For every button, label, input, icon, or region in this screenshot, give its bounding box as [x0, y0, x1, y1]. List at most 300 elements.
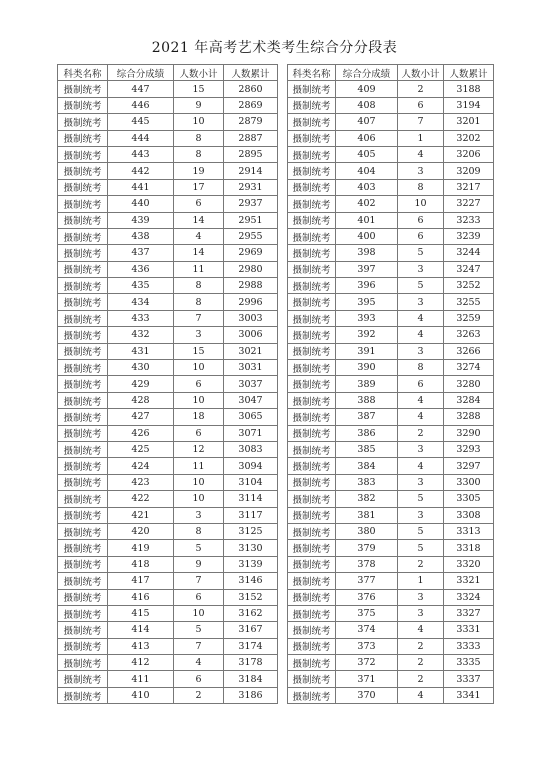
cell-count: 2: [398, 655, 444, 671]
table-row: [58, 474, 278, 490]
cell-score: 400: [336, 228, 398, 244]
table-row: [58, 196, 278, 212]
cell-subject: 摄制统考: [288, 97, 336, 113]
table-row: [58, 441, 278, 457]
cell-cumulative: 3331: [444, 622, 494, 638]
cell-subject: 摄制统考: [288, 638, 336, 654]
cell-score: 444: [108, 130, 174, 146]
cell-count: 4: [398, 146, 444, 162]
cell-subject: 摄制统考: [58, 589, 108, 605]
cell-count: 5: [398, 540, 444, 556]
cell-subject: 摄制统考: [58, 212, 108, 228]
cell-count: 10: [174, 392, 224, 408]
cell-subject: 摄制统考: [58, 360, 108, 376]
cell-subject: 摄制统考: [288, 671, 336, 687]
table-row: [288, 261, 494, 277]
cell-count: 6: [398, 228, 444, 244]
header-subject: 科类名称: [288, 65, 336, 81]
cell-score: 415: [108, 605, 174, 621]
cell-subject: 摄制统考: [58, 491, 108, 507]
cell-count: 3: [398, 294, 444, 310]
table-row: [288, 179, 494, 195]
cell-count: 10: [174, 474, 224, 490]
cell-score: 409: [336, 81, 398, 97]
table-row: [58, 114, 278, 130]
cell-cumulative: 3313: [444, 523, 494, 539]
cell-subject: 摄制统考: [58, 655, 108, 671]
cell-subject: 摄制统考: [288, 392, 336, 408]
cell-count: 2: [398, 556, 444, 572]
cell-subject: 摄制统考: [288, 622, 336, 638]
cell-score: 382: [336, 491, 398, 507]
table-row: [288, 392, 494, 408]
cell-cumulative: 2937: [224, 196, 278, 212]
table-row: [58, 622, 278, 638]
cell-cumulative: 3305: [444, 491, 494, 507]
cell-count: 8: [174, 130, 224, 146]
cell-cumulative: 3244: [444, 245, 494, 261]
cell-cumulative: 2996: [224, 294, 278, 310]
cell-score: 373: [336, 638, 398, 654]
cell-cumulative: 3321: [444, 573, 494, 589]
cell-count: 3: [398, 605, 444, 621]
cell-subject: 摄制统考: [288, 163, 336, 179]
cell-subject: 摄制统考: [58, 327, 108, 343]
cell-subject: 摄制统考: [58, 409, 108, 425]
cell-count: 6: [174, 196, 224, 212]
cell-cumulative: 3217: [444, 179, 494, 195]
table-row: [58, 540, 278, 556]
cell-score: 398: [336, 245, 398, 261]
cell-subject: 摄制统考: [288, 146, 336, 162]
cell-cumulative: 3227: [444, 196, 494, 212]
cell-subject: 摄制统考: [288, 360, 336, 376]
cell-subject: 摄制统考: [58, 97, 108, 113]
cell-count: 3: [174, 327, 224, 343]
cell-subject: 摄制统考: [58, 474, 108, 490]
cell-count: 4: [398, 458, 444, 474]
cell-count: 3: [398, 474, 444, 490]
table-row: [58, 376, 278, 392]
cell-count: 14: [174, 245, 224, 261]
cell-score: 402: [336, 196, 398, 212]
table-row: [58, 556, 278, 572]
table-row: [288, 458, 494, 474]
cell-cumulative: 3288: [444, 409, 494, 425]
cell-score: 387: [336, 409, 398, 425]
header-score: 综合分成绩: [336, 65, 398, 81]
table-row: [288, 655, 494, 671]
cell-count: 8: [398, 360, 444, 376]
cell-cumulative: 2951: [224, 212, 278, 228]
table-row: [58, 179, 278, 195]
cell-cumulative: 3327: [444, 605, 494, 621]
cell-subject: 摄制统考: [288, 196, 336, 212]
table-row: [58, 671, 278, 687]
cell-score: 390: [336, 360, 398, 376]
cell-subject: 摄制统考: [58, 228, 108, 244]
cell-score: 406: [336, 130, 398, 146]
header-count: 人数小计: [398, 65, 444, 81]
table-row: [288, 589, 494, 605]
cell-cumulative: 3308: [444, 507, 494, 523]
cell-count: 8: [174, 294, 224, 310]
cell-count: 2: [398, 638, 444, 654]
cell-score: 446: [108, 97, 174, 113]
cell-count: 7: [398, 114, 444, 130]
cell-subject: 摄制统考: [58, 310, 108, 326]
cell-count: 10: [174, 491, 224, 507]
cell-score: 414: [108, 622, 174, 638]
cell-score: 410: [108, 687, 174, 703]
table-row: [288, 360, 494, 376]
cell-cumulative: 3117: [224, 507, 278, 523]
cell-score: 412: [108, 655, 174, 671]
table-header-row: [288, 65, 494, 81]
table-row: [288, 81, 494, 97]
cell-subject: 摄制统考: [58, 605, 108, 621]
cell-subject: 摄制统考: [58, 196, 108, 212]
cell-count: 6: [174, 425, 224, 441]
cell-subject: 摄制统考: [58, 179, 108, 195]
cell-cumulative: 3167: [224, 622, 278, 638]
cell-subject: 摄制统考: [288, 441, 336, 457]
table-row: [58, 130, 278, 146]
cell-count: 3: [174, 507, 224, 523]
cell-score: 419: [108, 540, 174, 556]
table-header-row: [58, 65, 278, 81]
cell-score: 377: [336, 573, 398, 589]
cell-subject: 摄制统考: [58, 376, 108, 392]
cell-subject: 摄制统考: [288, 523, 336, 539]
header-score: 综合分成绩: [108, 65, 174, 81]
cell-cumulative: 3333: [444, 638, 494, 654]
cell-count: 8: [174, 278, 224, 294]
cell-subject: 摄制统考: [288, 245, 336, 261]
cell-cumulative: 3006: [224, 327, 278, 343]
table-row: [58, 212, 278, 228]
cell-count: 5: [174, 622, 224, 638]
table-row: [58, 638, 278, 654]
cell-score: 423: [108, 474, 174, 490]
cell-subject: 摄制统考: [288, 474, 336, 490]
cell-subject: 摄制统考: [58, 507, 108, 523]
cell-subject: 摄制统考: [58, 294, 108, 310]
cell-score: 432: [108, 327, 174, 343]
table-row: [58, 409, 278, 425]
cell-subject: 摄制统考: [288, 310, 336, 326]
table-row: [288, 228, 494, 244]
cell-count: 11: [174, 458, 224, 474]
cell-cumulative: 3274: [444, 360, 494, 376]
cell-score: 440: [108, 196, 174, 212]
cell-cumulative: 3130: [224, 540, 278, 556]
cell-count: 9: [174, 556, 224, 572]
table-row: [288, 556, 494, 572]
cell-subject: 摄制统考: [288, 687, 336, 703]
cell-count: 10: [174, 360, 224, 376]
table-row: [58, 655, 278, 671]
cell-cumulative: 3047: [224, 392, 278, 408]
cell-score: 408: [336, 97, 398, 113]
table-row: [58, 327, 278, 343]
table-row: [58, 392, 278, 408]
cell-count: 9: [174, 97, 224, 113]
cell-count: 8: [174, 146, 224, 162]
cell-score: 416: [108, 589, 174, 605]
cell-subject: 摄制统考: [58, 573, 108, 589]
cell-count: 6: [174, 589, 224, 605]
cell-cumulative: 3252: [444, 278, 494, 294]
cell-score: 422: [108, 491, 174, 507]
cell-cumulative: 3320: [444, 556, 494, 572]
table-row: [288, 376, 494, 392]
table-row: [288, 146, 494, 162]
cell-subject: 摄制统考: [58, 687, 108, 703]
cell-subject: 摄制统考: [58, 261, 108, 277]
cell-subject: 摄制统考: [288, 179, 336, 195]
cell-cumulative: 3290: [444, 425, 494, 441]
cell-score: 411: [108, 671, 174, 687]
cell-subject: 摄制统考: [58, 671, 108, 687]
cell-count: 1: [398, 573, 444, 589]
table-row: [58, 97, 278, 113]
cell-subject: 摄制统考: [288, 228, 336, 244]
cell-score: 438: [108, 228, 174, 244]
cell-cumulative: 3284: [444, 392, 494, 408]
cell-score: 376: [336, 589, 398, 605]
cell-subject: 摄制统考: [58, 425, 108, 441]
table-row: [288, 441, 494, 457]
cell-cumulative: 2980: [224, 261, 278, 277]
cell-subject: 摄制统考: [288, 114, 336, 130]
cell-score: 370: [336, 687, 398, 703]
cell-score: 439: [108, 212, 174, 228]
cell-cumulative: 3266: [444, 343, 494, 359]
table-row: [288, 671, 494, 687]
table-row: [288, 573, 494, 589]
table-row: [288, 310, 494, 326]
cell-cumulative: 2955: [224, 228, 278, 244]
table-row: [288, 409, 494, 425]
cell-count: 18: [174, 409, 224, 425]
cell-score: 445: [108, 114, 174, 130]
cell-score: 388: [336, 392, 398, 408]
cell-count: 17: [174, 179, 224, 195]
cell-score: 397: [336, 261, 398, 277]
cell-score: 417: [108, 573, 174, 589]
cell-cumulative: 2887: [224, 130, 278, 146]
cell-count: 4: [174, 228, 224, 244]
table-row: [58, 228, 278, 244]
cell-count: 15: [174, 81, 224, 97]
header-cumulative: 人数累计: [444, 65, 494, 81]
cell-count: 14: [174, 212, 224, 228]
table-row: [58, 81, 278, 97]
cell-score: 385: [336, 441, 398, 457]
score-table-left: [57, 64, 278, 704]
cell-cumulative: 3259: [444, 310, 494, 326]
cell-cumulative: 3152: [224, 589, 278, 605]
cell-score: 404: [336, 163, 398, 179]
cell-cumulative: 3071: [224, 425, 278, 441]
cell-cumulative: 3247: [444, 261, 494, 277]
cell-score: 441: [108, 179, 174, 195]
cell-cumulative: 3031: [224, 360, 278, 376]
cell-count: 3: [398, 343, 444, 359]
cell-count: 1: [398, 130, 444, 146]
cell-cumulative: 3280: [444, 376, 494, 392]
table-row: [58, 507, 278, 523]
cell-cumulative: 3194: [444, 97, 494, 113]
header-cumulative: 人数累计: [224, 65, 278, 81]
cell-cumulative: 3318: [444, 540, 494, 556]
table-row: [58, 491, 278, 507]
cell-cumulative: 3233: [444, 212, 494, 228]
table-row: [288, 425, 494, 441]
cell-subject: 摄制统考: [58, 441, 108, 457]
cell-cumulative: 2988: [224, 278, 278, 294]
cell-cumulative: 2969: [224, 245, 278, 261]
cell-subject: 摄制统考: [58, 343, 108, 359]
cell-cumulative: 3174: [224, 638, 278, 654]
cell-score: 372: [336, 655, 398, 671]
table-row: [58, 573, 278, 589]
cell-cumulative: 3209: [444, 163, 494, 179]
cell-score: 443: [108, 146, 174, 162]
cell-subject: 摄制统考: [58, 81, 108, 97]
cell-score: 396: [336, 278, 398, 294]
cell-count: 6: [174, 671, 224, 687]
table-row: [288, 294, 494, 310]
cell-subject: 摄制统考: [58, 556, 108, 572]
cell-score: 392: [336, 327, 398, 343]
cell-cumulative: 3263: [444, 327, 494, 343]
cell-cumulative: 3146: [224, 573, 278, 589]
cell-score: 424: [108, 458, 174, 474]
cell-cumulative: 3003: [224, 310, 278, 326]
cell-score: 420: [108, 523, 174, 539]
cell-count: 6: [174, 376, 224, 392]
table-row: [58, 245, 278, 261]
cell-subject: 摄制统考: [288, 655, 336, 671]
cell-subject: 摄制统考: [288, 294, 336, 310]
cell-score: 384: [336, 458, 398, 474]
table-row: [288, 327, 494, 343]
cell-score: 418: [108, 556, 174, 572]
cell-subject: 摄制统考: [58, 130, 108, 146]
cell-count: 10: [398, 196, 444, 212]
table-row: [288, 474, 494, 490]
table-row: [288, 245, 494, 261]
cell-count: 4: [174, 655, 224, 671]
cell-subject: 摄制统考: [288, 376, 336, 392]
table-row: [58, 605, 278, 621]
table-row: [58, 163, 278, 179]
table-row: [288, 97, 494, 113]
cell-subject: 摄制统考: [58, 163, 108, 179]
cell-subject: 摄制统考: [58, 278, 108, 294]
table-row: [58, 523, 278, 539]
cell-score: 442: [108, 163, 174, 179]
table-row: [288, 163, 494, 179]
table-row: [58, 261, 278, 277]
cell-cumulative: 3037: [224, 376, 278, 392]
cell-cumulative: 3125: [224, 523, 278, 539]
cell-count: 2: [398, 425, 444, 441]
cell-cumulative: 3162: [224, 605, 278, 621]
cell-count: 8: [174, 523, 224, 539]
cell-count: 11: [174, 261, 224, 277]
cell-count: 2: [174, 687, 224, 703]
cell-subject: 摄制统考: [288, 81, 336, 97]
cell-subject: 摄制统考: [58, 622, 108, 638]
cell-count: 2: [398, 671, 444, 687]
table-row: [288, 540, 494, 556]
cell-count: 7: [174, 310, 224, 326]
cell-cumulative: 3021: [224, 343, 278, 359]
cell-score: 405: [336, 146, 398, 162]
cell-score: 436: [108, 261, 174, 277]
table-row: [288, 278, 494, 294]
cell-cumulative: 3324: [444, 589, 494, 605]
cell-cumulative: 2869: [224, 97, 278, 113]
table-row: [58, 425, 278, 441]
cell-count: 4: [398, 687, 444, 703]
cell-score: 391: [336, 343, 398, 359]
cell-count: 5: [398, 491, 444, 507]
cell-score: 437: [108, 245, 174, 261]
cell-count: 19: [174, 163, 224, 179]
cell-count: 4: [398, 392, 444, 408]
cell-subject: 摄制统考: [288, 130, 336, 146]
table-row: [58, 310, 278, 326]
cell-subject: 摄制统考: [58, 146, 108, 162]
score-table-right: [287, 64, 494, 704]
table-row: [58, 343, 278, 359]
cell-subject: 摄制统考: [288, 491, 336, 507]
cell-cumulative: 3202: [444, 130, 494, 146]
cell-score: 371: [336, 671, 398, 687]
cell-score: 426: [108, 425, 174, 441]
cell-count: 6: [398, 97, 444, 113]
cell-cumulative: 3201: [444, 114, 494, 130]
cell-count: 8: [398, 179, 444, 195]
table-row: [288, 523, 494, 539]
cell-count: 4: [398, 622, 444, 638]
table-row: [288, 605, 494, 621]
cell-count: 4: [398, 310, 444, 326]
table-row: [58, 146, 278, 162]
cell-cumulative: 3337: [444, 671, 494, 687]
cell-count: 5: [398, 278, 444, 294]
cell-cumulative: 2914: [224, 163, 278, 179]
cell-cumulative: 3300: [444, 474, 494, 490]
cell-cumulative: 2860: [224, 81, 278, 97]
cell-score: 413: [108, 638, 174, 654]
cell-subject: 摄制统考: [58, 114, 108, 130]
cell-subject: 摄制统考: [58, 540, 108, 556]
cell-cumulative: 3094: [224, 458, 278, 474]
cell-subject: 摄制统考: [58, 245, 108, 261]
cell-cumulative: 3114: [224, 491, 278, 507]
table-row: [58, 458, 278, 474]
cell-score: 433: [108, 310, 174, 326]
cell-count: 2: [398, 81, 444, 97]
cell-score: 434: [108, 294, 174, 310]
cell-count: 15: [174, 343, 224, 359]
cell-count: 6: [398, 212, 444, 228]
